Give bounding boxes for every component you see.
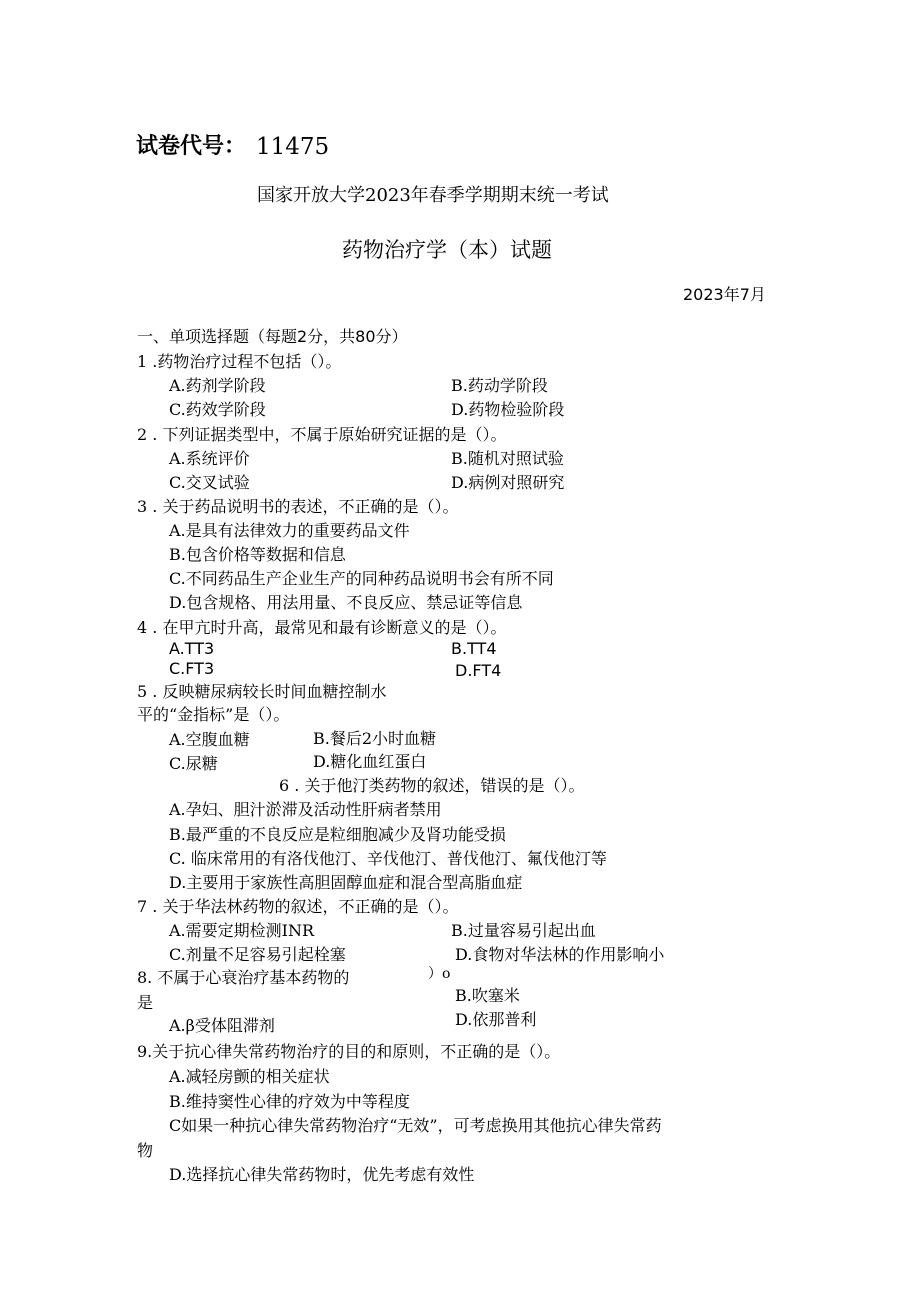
- question-7-option-d: D.食物对华法林的作用影响小: [455, 945, 665, 964]
- question-4-option-d: D.FT4: [455, 661, 502, 680]
- question-7-option-b: B.过量容易引起出血: [451, 921, 596, 940]
- question-2-option-b: B.随机对照试验: [451, 449, 564, 468]
- exam-name: 国家开放大学2023年春季学期期末统一考试: [257, 185, 609, 206]
- question-9-option-c-line-2: 物: [137, 1141, 154, 1160]
- paper-code-label: 试卷代号：: [136, 134, 247, 159]
- exam-date: 2023年7月: [683, 285, 766, 304]
- question-5-option-a: A.空腹血糖: [169, 730, 250, 749]
- question-1-option-a: A.药剂学阶段: [169, 376, 266, 395]
- question-3-option-c: C.不同药品生产企业生产的同种药品说明书会有所不同: [169, 569, 554, 588]
- question-3-option-a: A.是具有法律效力的重要药品文件: [169, 521, 410, 540]
- question-8-stem-line-2: 是: [137, 993, 154, 1012]
- question-1-option-c: C.药效学阶段: [169, 400, 266, 419]
- question-4-option-b: B.TT4: [451, 639, 497, 658]
- question-8-stem-line-1: 8. 不属于心衰治疗基本药物的: [137, 968, 350, 987]
- question-9-option-b: B.维持窦性心律的疗效为中等程度: [169, 1092, 410, 1111]
- page-title: 药物治疗学（本）试题: [342, 238, 552, 262]
- question-9-option-d: D.选择抗心律失常药物时，优先考虑有效性: [169, 1165, 475, 1184]
- question-6-option-c: C. 临床常用的有洛伐他汀、辛伐他汀、普伐他汀、氟伐他汀等: [169, 849, 607, 868]
- question-5-stem-line-1: 5 . 反映糖尿病较长时间血糖控制水: [137, 682, 387, 701]
- question-8-stem-tail: ）o: [428, 966, 451, 982]
- question-6-option-d: D.主要用于家族性高胆固醇血症和混合型高脂血症: [169, 873, 523, 892]
- question-3-option-d: D.包含规格、用法用量、不良反应、禁忌证等信息: [169, 593, 523, 612]
- question-2-option-a: A.系统评价: [169, 449, 250, 468]
- section-heading: 一、单项选择题（每题2分，共80分）: [137, 327, 408, 346]
- question-1-option-b: B.药动学阶段: [451, 376, 548, 395]
- question-6-stem: 6 . 关于他汀类药物的叙述，错误的是（）。: [279, 776, 585, 795]
- question-2-option-c: C.交叉试验: [169, 473, 250, 492]
- question-6-option-b: B.最严重的不良反应是粒细胞减少及肾功能受损: [169, 825, 506, 844]
- question-8-option-a: A.β受体阻滞剂: [169, 1016, 275, 1035]
- question-8-option-b: B.吹塞米: [455, 986, 520, 1005]
- question-4-option-c: C.FT3: [169, 659, 215, 678]
- question-7-stem: 7 . 关于华法林药物的叙述，不正确的是（）。: [137, 897, 459, 916]
- question-2-option-d: D.病例对照研究: [451, 473, 565, 492]
- question-8-option-d: D.依那普利: [455, 1010, 537, 1029]
- question-7-option-a: A.需要定期检测INR: [169, 921, 315, 940]
- question-5-option-c: C.尿糖: [169, 754, 218, 773]
- question-4-option-a: A.TT3: [169, 639, 215, 658]
- question-9-option-c-line-1: C如果一种抗心律失常药物治疗“无效”，可考虑换用其他抗心律失常药: [169, 1116, 662, 1135]
- question-6-option-a: A.孕妇、胆汁淤滞及活动性肝病者禁用: [169, 800, 442, 819]
- question-4-stem: 4 . 在甲亢时升高，最常见和最有诊断意义的是（）。: [137, 618, 507, 637]
- question-7-option-c: C.剂量不足容易引起栓塞: [169, 945, 346, 964]
- question-5-option-d: D.糖化血红蛋白: [313, 752, 427, 771]
- question-5-stem-line-2: 平的“金指标”是（）。: [137, 705, 290, 724]
- question-3-option-b: B.包含价格等数据和信息: [169, 545, 346, 564]
- question-9-stem: 9.关于抗心律失常药物治疗的目的和原则，不正确的是（）。: [137, 1042, 561, 1061]
- question-3-stem: 3 . 关于药品说明书的表述，不正确的是（）。: [137, 497, 459, 516]
- question-9-option-a: A.减轻房颤的相关症状: [169, 1067, 330, 1086]
- question-2-stem: 2 . 下列证据类型中，不属于原始研究证据的是（）。: [137, 425, 507, 444]
- question-5-option-b: B.餐后2小时血糖: [313, 729, 437, 748]
- question-1-option-d: D.药物检验阶段: [451, 400, 565, 419]
- question-1-stem: 1 .药物治疗过程不包括（）。: [137, 352, 342, 371]
- paper-code: 11475: [256, 134, 330, 160]
